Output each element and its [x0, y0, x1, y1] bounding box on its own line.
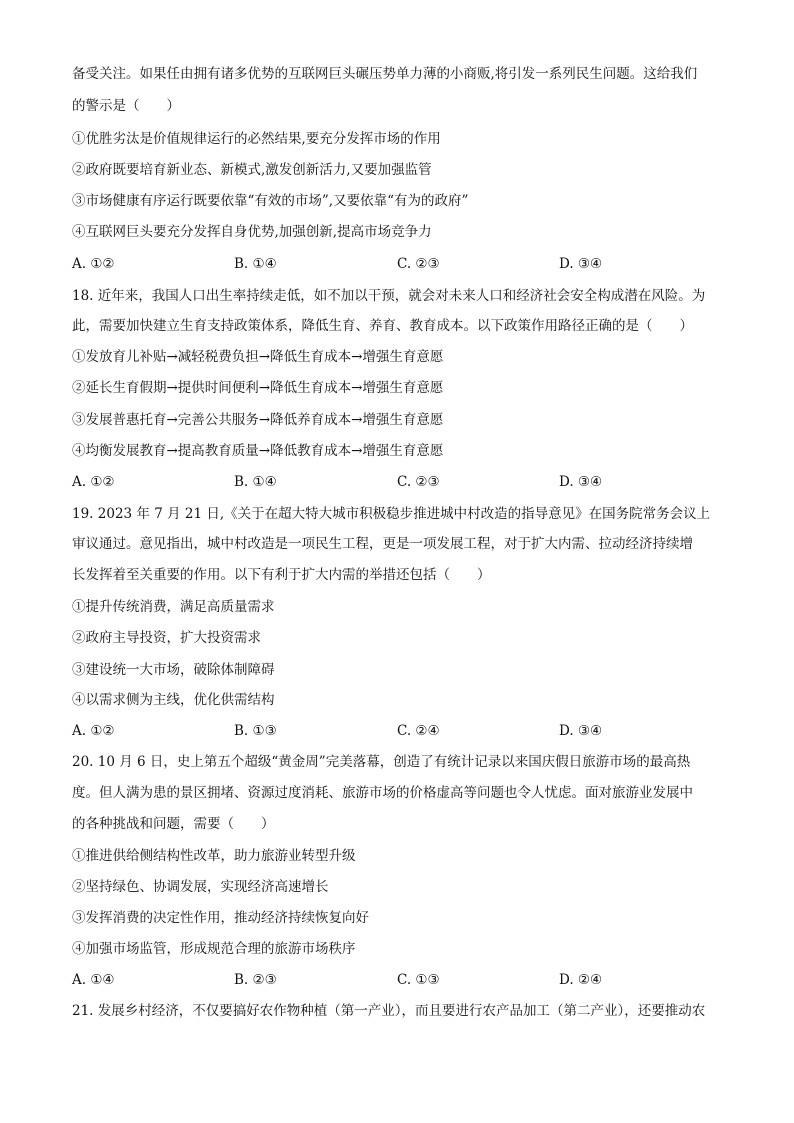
q19-option-a[interactable]: A. ①② [72, 723, 115, 739]
q17-statement-3: ③市场健康有序运行既要依靠“有效的市场”,又要依靠“有为的政府” [72, 193, 469, 209]
q20-option-d[interactable]: D. ②④ [559, 972, 603, 988]
q18-stem-line-2: 此，需要加快建立生育支持政策体系，降低生育、养育、教育成本。以下政策作用路径正确的是（ ） [72, 318, 693, 334]
q17-option-b[interactable]: B. ①④ [234, 256, 277, 272]
q18-statement-2: ②延长生育假期→提供时间便利→降低生育成本→增强生育意愿 [72, 380, 444, 396]
q18-option-d[interactable]: D. ③④ [559, 474, 603, 490]
q20-options [72, 970, 732, 990]
q20-stem-line-3: 的各种挑战和问题，需要（ ） [72, 816, 275, 832]
q20-stem-line-1: 20. 10 月 6 日，史上第五个超级“黄金周”完美落幕，创造了有统计记录以来国庆假日旅游市场的最高热 [72, 754, 691, 770]
q18-statement-4: ④均衡发展教育→提高教育质量→降低教育成本→增强生育意愿 [72, 443, 444, 459]
q19-statement-1: ①提升传统消费，满足高质量需求 [72, 599, 275, 615]
q20-statement-1: ①推进供给侧结构性改革，助力旅游业转型升级 [72, 848, 356, 864]
q19-stem-line-2: 审议通过。意见指出，城中村改造是一项民生工程，更是一项发展工程，对于扩大内需、拉动经济持续增 [72, 536, 693, 552]
q17-options [72, 254, 732, 274]
q17-stem-line-1: 备受关注。如果任由拥有诸多优势的互联网巨头碾压势单力薄的小商贩,将引发一系列民生问题。这给我们 [72, 66, 698, 82]
q21-stem-line-1: 21. 发展乡村经济，不仅要搞好农作物种植（第一产业），而且要进行农产品加工（第二产业），还要推动农 [72, 1003, 706, 1019]
q18-stem-line-1: 18. 近年来，我国人口出生率持续走低，如不加以干预，就会对未来人口和经济社会安全构成潜在风险。为 [72, 288, 706, 304]
q19-options [72, 721, 732, 741]
q18-options [72, 472, 732, 492]
q19-statement-2: ②政府主导投资，扩大投资需求 [72, 630, 261, 646]
q17-option-d[interactable]: D. ③④ [559, 256, 603, 272]
q18-option-c[interactable]: C. ②③ [397, 474, 440, 490]
q18-option-a[interactable]: A. ①② [72, 474, 115, 490]
q17-option-a[interactable]: A. ①② [72, 256, 115, 272]
q19-option-b[interactable]: B. ①③ [234, 723, 277, 739]
q19-statement-4: ④以需求侧为主线，优化供需结构 [72, 692, 275, 708]
q19-stem-line-3: 长发挥着至关重要的作用。以下有利于扩大内需的举措还包括（ ） [72, 567, 491, 583]
q20-statement-2: ②坚持绿色、协调发展，实现经济高速增长 [72, 879, 329, 895]
q17-statement-1: ①优胜劣汰是价值规律运行的必然结果,要充分发挥市场的作用 [72, 131, 441, 147]
q20-option-c[interactable]: C. ①③ [397, 972, 440, 988]
q17-statement-4: ④互联网巨头要充分发挥自身优势,加强创新,提高市场竞争力 [72, 224, 432, 240]
q18-statement-3: ③发展普惠托育→完善公共服务→降低养育成本→增强生育意愿 [72, 412, 444, 428]
q19-stem-line-1: 19. 2023 年 7 月 21 日,《关于在超大特大城市积极稳步推进城中村改造的指导意见》在国务院常务会议上 [72, 506, 711, 522]
q20-option-b[interactable]: B. ②③ [234, 972, 277, 988]
q20-stem-line-2: 度。但人满为患的景区拥堵、资源过度消耗、旅游市场的价格虚高等问题也令人忧虑。面对旅游业发展中 [72, 785, 693, 801]
q19-option-d[interactable]: D. ③④ [559, 723, 603, 739]
q19-statement-3: ③建设统一大市场，破除体制障碍 [72, 662, 275, 678]
q17-option-c[interactable]: C. ②③ [397, 256, 440, 272]
q20-option-a[interactable]: A. ①④ [72, 972, 115, 988]
q19-option-c[interactable]: C. ②④ [397, 723, 440, 739]
q20-statement-3: ③发挥消费的决定性作用，推动经济持续恢复向好 [72, 910, 369, 926]
q18-option-b[interactable]: B. ①④ [234, 474, 277, 490]
q17-stem-line-2: 的警示是（ ） [72, 98, 180, 114]
q17-statement-2: ②政府既要培育新业态、新模式,激发创新活力,又要加强监管 [72, 162, 432, 178]
q20-statement-4: ④加强市场监管，形成规范合理的旅游市场秩序 [72, 941, 356, 957]
q18-statement-1: ①发放育儿补贴→减轻税费负担→降低生育成本→增强生育意愿 [72, 349, 444, 365]
